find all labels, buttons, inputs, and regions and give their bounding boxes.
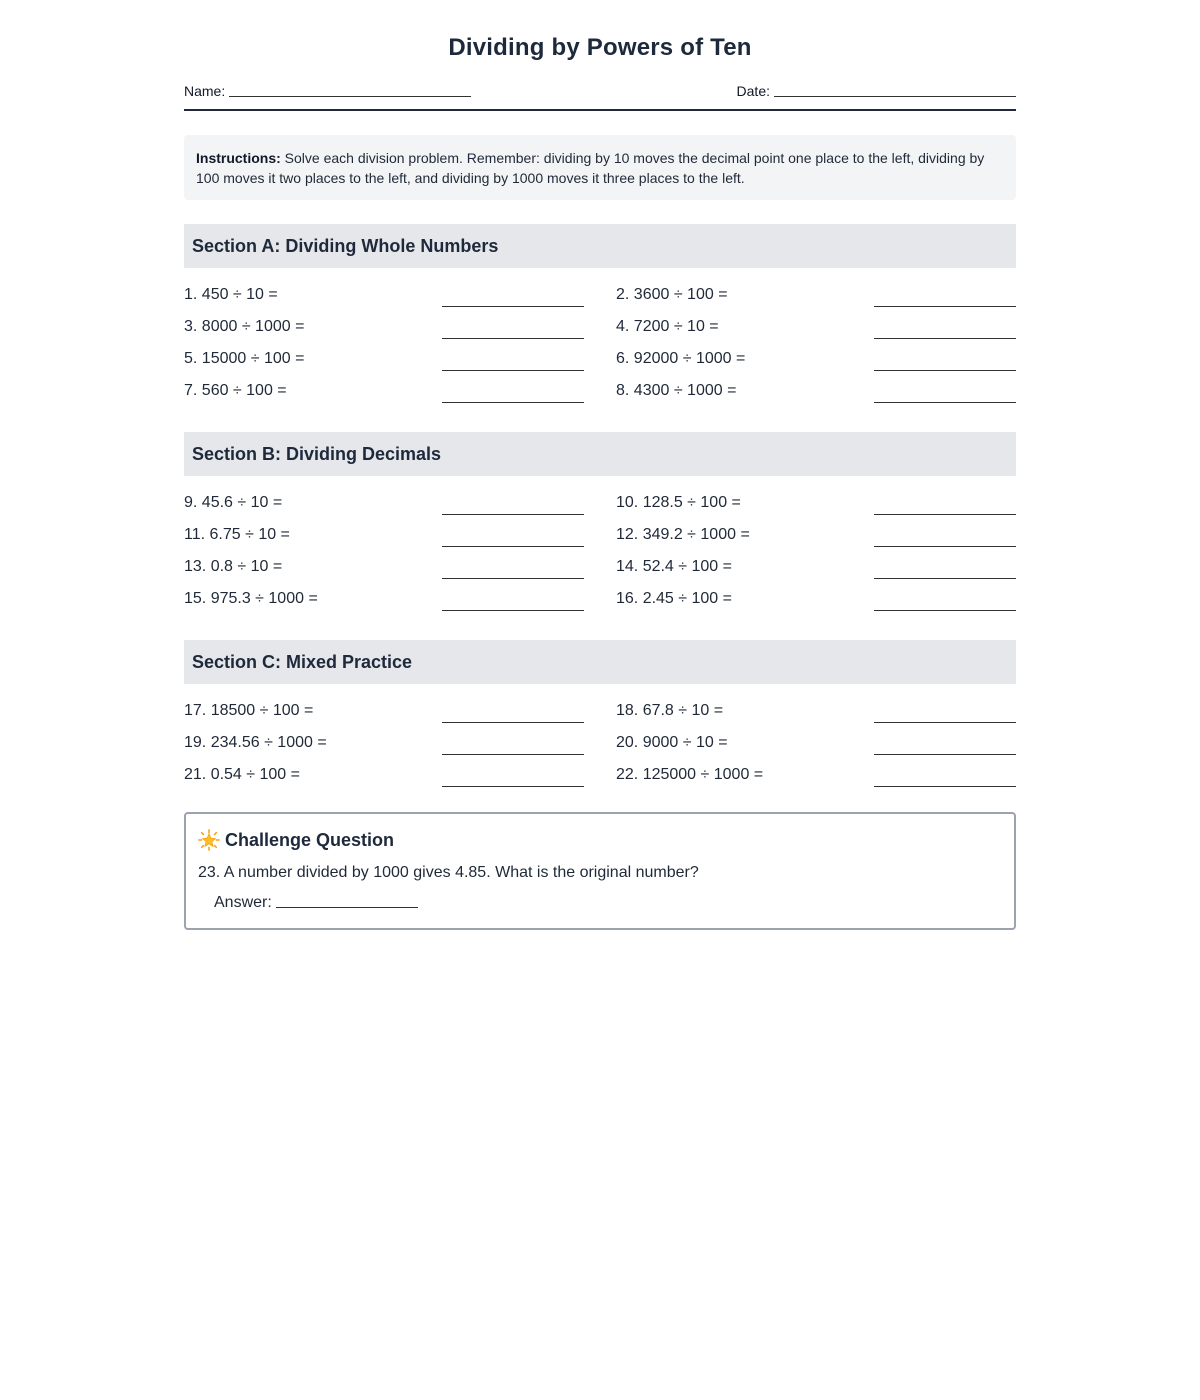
date-input-line[interactable]	[774, 82, 1016, 97]
challenge-answer-label: Answer:	[214, 894, 272, 911]
problem-text: 20. 9000 ÷ 10 =	[616, 734, 728, 751]
problem-item	[184, 488, 584, 520]
problem-text: 7. 560 ÷ 100 =	[184, 382, 287, 399]
sections-container	[184, 224, 1016, 792]
problem-text: 16. 2.45 ÷ 100 =	[616, 590, 732, 607]
date-label: Date:	[736, 83, 770, 99]
answer-line[interactable]	[442, 369, 584, 371]
date-field	[737, 82, 1016, 99]
answer-line[interactable]	[442, 305, 584, 307]
problem-text: 3. 8000 ÷ 1000 =	[184, 318, 305, 335]
section-header: Section A: Dividing Whole Numbers	[184, 224, 1016, 268]
problem-text: 17. 18500 ÷ 100 =	[184, 702, 314, 719]
problem-grid	[184, 696, 1016, 792]
answer-line[interactable]	[442, 545, 584, 547]
answer-line[interactable]	[874, 785, 1016, 787]
name-label: Name:	[184, 83, 226, 99]
problem-text: 1. 450 ÷ 10 =	[184, 286, 278, 303]
problem-text: 8. 4300 ÷ 1000 =	[616, 382, 737, 399]
section-header: Section B: Dividing Decimals	[184, 432, 1016, 476]
problem-item	[616, 728, 1016, 760]
problem-item	[616, 584, 1016, 616]
answer-line[interactable]	[442, 401, 584, 403]
name-input-line[interactable]	[229, 82, 471, 97]
problem-item	[184, 552, 584, 584]
problem-item	[184, 376, 584, 408]
name-field	[184, 82, 471, 99]
answer-line[interactable]	[442, 337, 584, 339]
problem-grid	[184, 280, 1016, 408]
problem-text: 22. 125000 ÷ 1000 =	[616, 766, 764, 783]
problem-item	[616, 696, 1016, 728]
page-title: Dividing by Powers of Ten	[448, 34, 752, 61]
problem-item	[616, 376, 1016, 408]
problem-item	[616, 312, 1016, 344]
name-date-row	[184, 82, 1016, 111]
worksheet-page	[184, 0, 1016, 930]
section-header: Section C: Mixed Practice	[184, 640, 1016, 684]
problem-text: 18. 67.8 ÷ 10 =	[616, 702, 724, 719]
answer-line[interactable]	[874, 401, 1016, 403]
answer-line[interactable]	[874, 721, 1016, 723]
answer-line[interactable]	[442, 785, 584, 787]
instructions-text: Solve each division problem. Remember: dividing by 10 moves the decimal point one place to the left, dividing by 100 moves it two places to the left, and dividing by 1000 moves it three places to the left.	[196, 150, 985, 186]
answer-line[interactable]	[874, 513, 1016, 515]
challenge-heading	[198, 828, 1002, 852]
problem-text: 11. 6.75 ÷ 10 =	[184, 526, 290, 543]
problem-item	[184, 280, 584, 312]
problem-text: 14. 52.4 ÷ 100 =	[616, 558, 732, 575]
answer-line[interactable]	[874, 609, 1016, 611]
problem-item	[184, 584, 584, 616]
problem-text: 13. 0.8 ÷ 10 =	[184, 558, 283, 575]
glowing-star-icon	[198, 829, 220, 851]
challenge-box	[184, 812, 1016, 930]
challenge-title: Challenge Question	[225, 830, 395, 850]
problem-text: 9. 45.6 ÷ 10 =	[184, 494, 283, 511]
answer-line[interactable]	[874, 337, 1016, 339]
instructions-label: Instructions:	[196, 150, 281, 166]
challenge-question: 23. A number divided by 1000 gives 4.85. What is the original number?	[198, 864, 699, 881]
problem-text: 19. 234.56 ÷ 1000 =	[184, 734, 327, 751]
problem-item	[184, 344, 584, 376]
problem-item	[184, 760, 584, 792]
problem-text: 15. 975.3 ÷ 1000 =	[184, 590, 318, 607]
problem-grid	[184, 488, 1016, 616]
problem-item	[184, 312, 584, 344]
problem-text: 4. 7200 ÷ 10 =	[616, 318, 719, 335]
problem-item	[184, 728, 584, 760]
answer-line[interactable]	[874, 577, 1016, 579]
problem-item	[616, 344, 1016, 376]
problem-item	[184, 696, 584, 728]
answer-line[interactable]	[874, 369, 1016, 371]
problem-item	[616, 760, 1016, 792]
problem-text: 6. 92000 ÷ 1000 =	[616, 350, 746, 367]
problem-item	[616, 520, 1016, 552]
problem-text: 10. 128.5 ÷ 100 =	[616, 494, 741, 511]
answer-line[interactable]	[442, 577, 584, 579]
problem-text: 5. 15000 ÷ 100 =	[184, 350, 305, 367]
problem-item	[616, 280, 1016, 312]
answer-line[interactable]	[442, 513, 584, 515]
problem-item	[616, 552, 1016, 584]
answer-line[interactable]	[442, 721, 584, 723]
answer-line[interactable]	[442, 609, 584, 611]
answer-line[interactable]	[874, 545, 1016, 547]
answer-line[interactable]	[442, 753, 584, 755]
problem-item	[184, 520, 584, 552]
challenge-answer-row	[214, 894, 1002, 912]
problem-text: 12. 349.2 ÷ 1000 =	[616, 526, 750, 543]
challenge-answer-line[interactable]	[276, 906, 418, 908]
problem-text: 21. 0.54 ÷ 100 =	[184, 766, 300, 783]
answer-line[interactable]	[874, 305, 1016, 307]
instructions-box	[184, 135, 1016, 200]
answer-line[interactable]	[874, 753, 1016, 755]
problem-text: 2. 3600 ÷ 100 =	[616, 286, 728, 303]
problem-item	[616, 488, 1016, 520]
